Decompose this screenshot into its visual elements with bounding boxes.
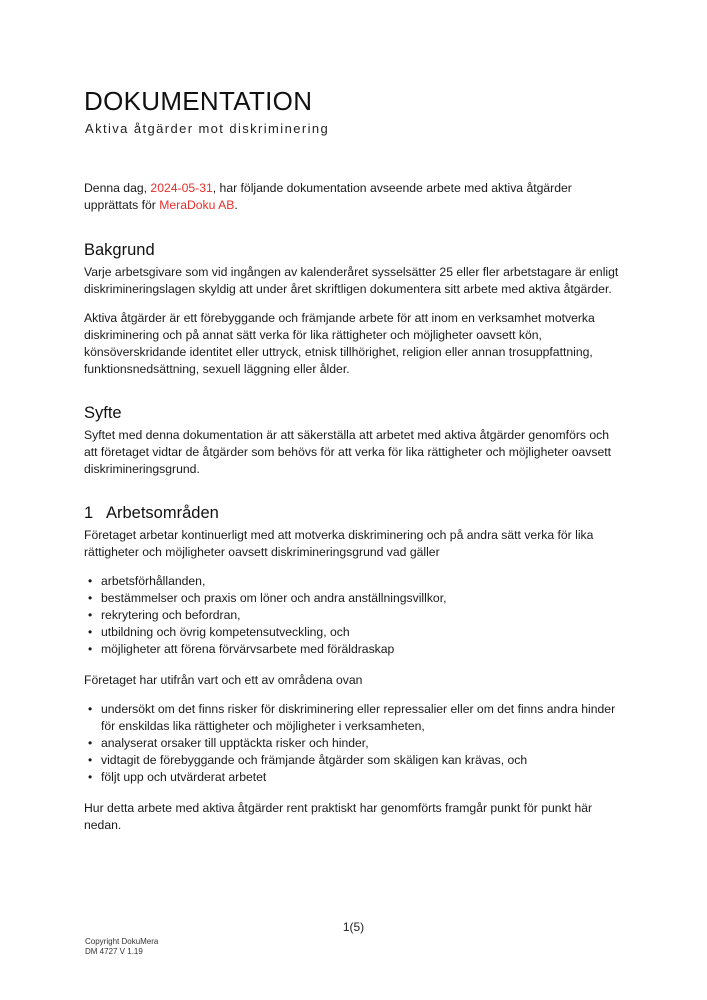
list-item: • rekrytering och befordran, — [84, 607, 624, 624]
section-1-heading — [84, 503, 624, 523]
list-item: • arbetsförhållanden, — [84, 573, 624, 590]
section-1-paragraph-1: Företaget arbetar kontinuerligt med att motverka diskriminering och på andra sätt verka för lika rättigheter och möjligheter oavsett diskrimineringsgrund vad gäller — [84, 528, 594, 559]
intro-paragraph — [84, 180, 624, 214]
areas-list — [84, 573, 624, 658]
list-item: • vidtagit de förebyggande och främjande åtgärder som skäligen kan krävas, och — [84, 752, 624, 769]
bakgrund-paragraph-1: Varje arbetsgivare som vid ingången av kalenderåret sysselsätter 25 eller fler arbetstagare är enligt diskrimineringslagen skyldig att under året skriftligen dokumentera sitt arbete med aktiva åtgärder. — [84, 265, 619, 296]
section-1-paragraph-3: Hur detta arbete med aktiva åtgärder rent praktiskt har genomförts framgår punkt för punkt här nedan. — [84, 801, 593, 832]
page-number: 1(5) — [342, 920, 365, 934]
document-subtitle: Aktiva åtgärder mot diskriminering — [85, 121, 330, 136]
list-item: • bestämmelser och praxis om löner och andra anställningsvillkor, — [84, 590, 624, 607]
syfte-paragraph: Syftet med denna dokumentation är att säkerställa att arbetet med aktiva åtgärder genomförs och att företaget vidtar de åtgärder som behövs för att verka för lika rättigheter och möjligheter oavsett diskrimineringsgrund. — [84, 428, 612, 476]
bakgrund-heading: Bakgrund — [84, 241, 155, 259]
list-item: • utbildning och övrig kompetensutveckling, och — [84, 624, 624, 641]
section-1-number: 1 — [84, 504, 94, 522]
copyright-text: Copyright DokuMera — [85, 937, 159, 946]
actions-list — [84, 701, 624, 786]
syfte-heading: Syfte — [84, 404, 122, 422]
intro-text-1: Denna dag, — [84, 181, 151, 195]
bakgrund-paragraph-2: Aktiva åtgärder är ett förebyggande och främjande arbete för att inom en verksamhet motverka diskriminering och på annat sätt verka för lika rättigheter och möjligheter oavsett kön, könsöverskridande identitet eller uttryck, etnisk tillhörighet, religion eller annan trosuppfattning, funktionsnedsättning, sexuell läggning eller ålder. — [84, 311, 595, 376]
list-item: • följt upp och utvärderat arbetet — [84, 769, 624, 786]
document-body — [84, 180, 624, 834]
footer — [85, 937, 158, 957]
document-date: 2024-05-31 — [150, 181, 213, 195]
company-name: MeraDoku AB — [159, 198, 235, 212]
intro-text-2: , har följande dokumentation avseende arbete med aktiva åtgärder upprättats för — [84, 181, 572, 212]
list-item: • undersökt om det finns risker för diskriminering eller repressalier eller om det finns andra hinder för enskildas lika rättigheter och möjligheter i verksamheten, — [84, 701, 624, 735]
section-1-title: Arbetsområden — [106, 504, 219, 522]
section-1-paragraph-2: Företaget har utifrån vart och ett av områdena ovan — [84, 673, 363, 687]
intro-text-3: . — [234, 198, 238, 212]
list-item: • analyserat orsaker till upptäckta risker och hinder, — [84, 735, 624, 752]
version-text: DM 4727 V 1.19 — [85, 947, 143, 956]
list-item: • möjligheter att förena förvärvsarbete med föräldraskap — [84, 641, 624, 658]
document-title: DOKUMENTATION — [84, 86, 313, 116]
